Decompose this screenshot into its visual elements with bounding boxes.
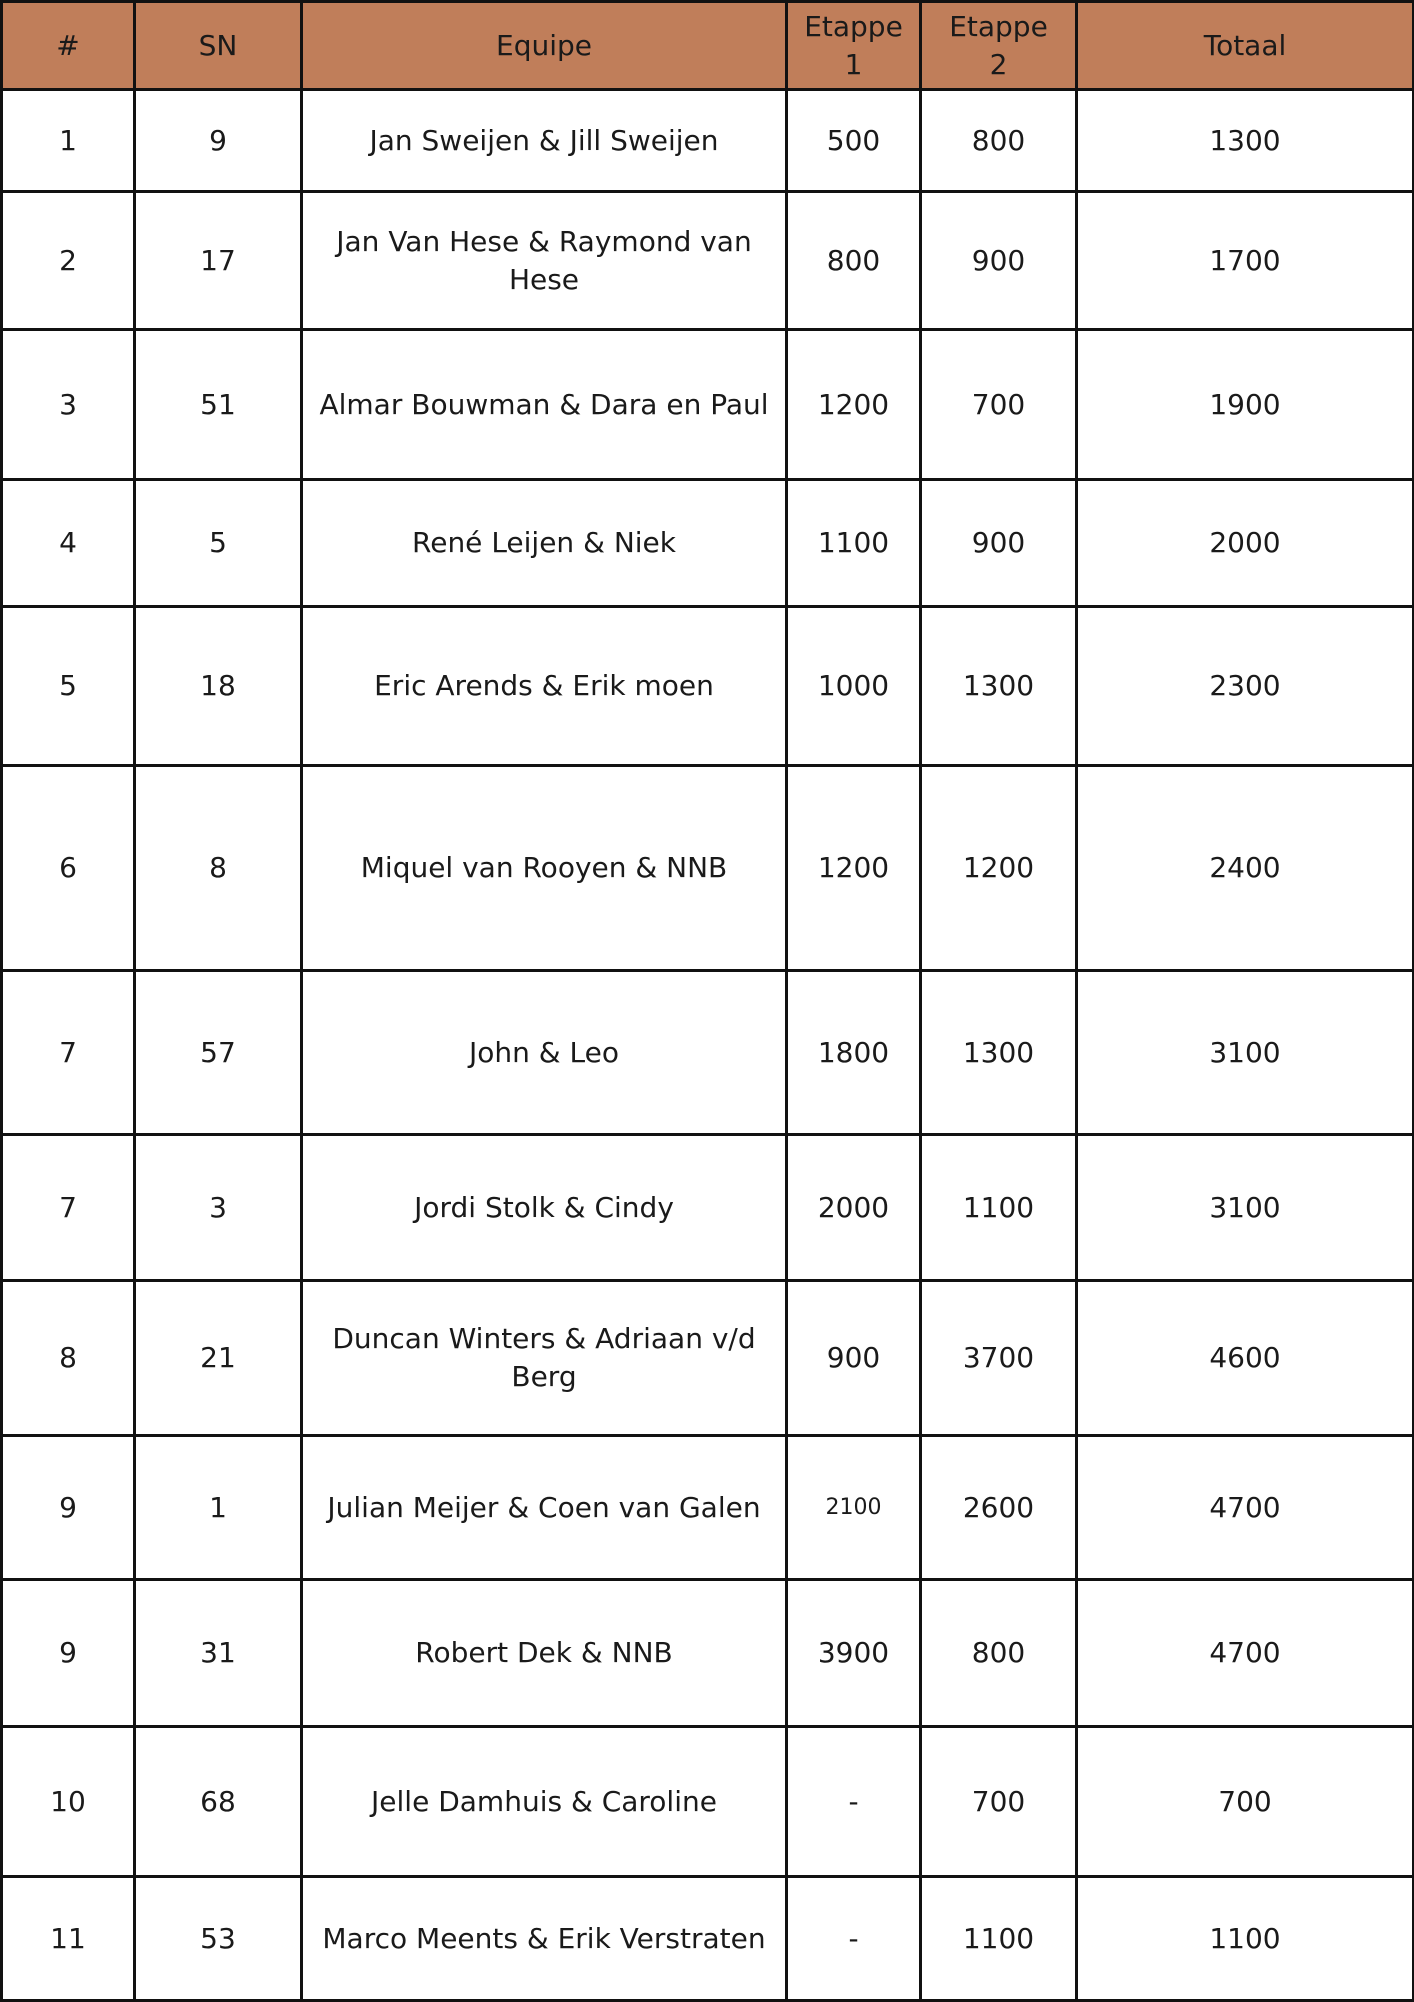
cell-rank: 2 — [2, 192, 135, 330]
cell-sn: 57 — [135, 971, 302, 1135]
cell-etappe-2: 1300 — [921, 607, 1077, 766]
cell-total: 1300 — [1077, 90, 1414, 192]
cell-total: 2300 — [1077, 607, 1414, 766]
cell-etappe-1: - — [787, 1877, 921, 2001]
cell-team: Jelle Damhuis & Caroline — [302, 1727, 787, 1877]
cell-rank: 7 — [2, 1135, 135, 1281]
cell-sn: 18 — [135, 607, 302, 766]
cell-etappe-2: 700 — [921, 1727, 1077, 1877]
cell-sn: 51 — [135, 330, 302, 480]
cell-rank: 9 — [2, 1580, 135, 1727]
cell-team: Almar Bouwman & Dara en Paul — [302, 330, 787, 480]
cell-team: Miquel van Rooyen & NNB — [302, 766, 787, 971]
cell-rank: 8 — [2, 1281, 135, 1436]
table-header — [2, 2, 1414, 90]
cell-sn: 9 — [135, 90, 302, 192]
cell-etappe-2: 1300 — [921, 971, 1077, 1135]
cell-sn: 68 — [135, 1727, 302, 1877]
cell-etappe-1: 1800 — [787, 971, 921, 1135]
cell-total: 4700 — [1077, 1580, 1414, 1727]
cell-sn: 17 — [135, 192, 302, 330]
cell-total: 3100 — [1077, 1135, 1414, 1281]
cell-total: 2000 — [1077, 480, 1414, 607]
cell-total: 4700 — [1077, 1436, 1414, 1580]
table-row — [2, 192, 1414, 330]
cell-team: Jan Sweijen & Jill Sweijen — [302, 90, 787, 192]
cell-team: Julian Meijer & Coen van Galen — [302, 1436, 787, 1580]
cell-etappe-1: 800 — [787, 192, 921, 330]
table-row — [2, 480, 1414, 607]
cell-total: 1900 — [1077, 330, 1414, 480]
cell-team: René Leijen & Niek — [302, 480, 787, 607]
cell-rank: 10 — [2, 1727, 135, 1877]
cell-team: Marco Meents & Erik Verstraten — [302, 1877, 787, 2001]
header-team: Equipe — [302, 2, 787, 90]
cell-total: 3100 — [1077, 971, 1414, 1135]
table-row — [2, 971, 1414, 1135]
cell-rank: 11 — [2, 1877, 135, 2001]
table-row — [2, 1135, 1414, 1281]
cell-etappe-1: 1200 — [787, 330, 921, 480]
table-row — [2, 1436, 1414, 1580]
cell-sn: 3 — [135, 1135, 302, 1281]
cell-rank: 1 — [2, 90, 135, 192]
cell-team: Robert Dek & NNB — [302, 1580, 787, 1727]
cell-etappe-1: - — [787, 1727, 921, 1877]
cell-etappe-1: 1000 — [787, 607, 921, 766]
table-body — [2, 90, 1414, 2001]
cell-team: Eric Arends & Erik moen — [302, 607, 787, 766]
cell-etappe-1: 1100 — [787, 480, 921, 607]
cell-etappe-2: 800 — [921, 1580, 1077, 1727]
table-row — [2, 330, 1414, 480]
cell-etappe-2: 1100 — [921, 1877, 1077, 2001]
cell-total: 2400 — [1077, 766, 1414, 971]
cell-etappe-1: 500 — [787, 90, 921, 192]
cell-etappe-2: 2600 — [921, 1436, 1077, 1580]
cell-sn: 5 — [135, 480, 302, 607]
table-row — [2, 1281, 1414, 1436]
cell-etappe-1: 2000 — [787, 1135, 921, 1281]
cell-etappe-1: 1200 — [787, 766, 921, 971]
cell-sn: 8 — [135, 766, 302, 971]
table-row — [2, 766, 1414, 971]
cell-etappe-2: 3700 — [921, 1281, 1077, 1436]
cell-rank: 7 — [2, 971, 135, 1135]
cell-team: John & Leo — [302, 971, 787, 1135]
table-row — [2, 1580, 1414, 1727]
cell-etappe-2: 1200 — [921, 766, 1077, 971]
cell-etappe-2: 700 — [921, 330, 1077, 480]
cell-etappe-1: 900 — [787, 1281, 921, 1436]
header-etappe-2: Etappe 2 — [921, 2, 1077, 90]
header-rank: # — [2, 2, 135, 90]
cell-total: 700 — [1077, 1727, 1414, 1877]
cell-sn: 21 — [135, 1281, 302, 1436]
cell-sn: 1 — [135, 1436, 302, 1580]
cell-etappe-1: 2100 — [787, 1436, 921, 1580]
cell-sn: 53 — [135, 1877, 302, 2001]
cell-rank: 6 — [2, 766, 135, 971]
cell-team: Jan Van Hese & Raymond van Hese — [302, 192, 787, 330]
table-row — [2, 1877, 1414, 2001]
cell-etappe-2: 800 — [921, 90, 1077, 192]
cell-rank: 9 — [2, 1436, 135, 1580]
header-total: Totaal — [1077, 2, 1414, 90]
cell-rank: 5 — [2, 607, 135, 766]
header-etappe-1: Etappe 1 — [787, 2, 921, 90]
table-row — [2, 607, 1414, 766]
cell-total: 1700 — [1077, 192, 1414, 330]
cell-team: Duncan Winters & Adriaan v/d Berg — [302, 1281, 787, 1436]
table-row — [2, 1727, 1414, 1877]
cell-rank: 3 — [2, 330, 135, 480]
cell-etappe-2: 1100 — [921, 1135, 1077, 1281]
cell-sn: 31 — [135, 1580, 302, 1727]
cell-rank: 4 — [2, 480, 135, 607]
table-row — [2, 90, 1414, 192]
cell-etappe-1: 3900 — [787, 1580, 921, 1727]
cell-etappe-2: 900 — [921, 192, 1077, 330]
header-row — [2, 2, 1414, 90]
cell-total: 4600 — [1077, 1281, 1414, 1436]
cell-team: Jordi Stolk & Cindy — [302, 1135, 787, 1281]
cell-etappe-2: 900 — [921, 480, 1077, 607]
header-sn: SN — [135, 2, 302, 90]
cell-total: 1100 — [1077, 1877, 1414, 2001]
